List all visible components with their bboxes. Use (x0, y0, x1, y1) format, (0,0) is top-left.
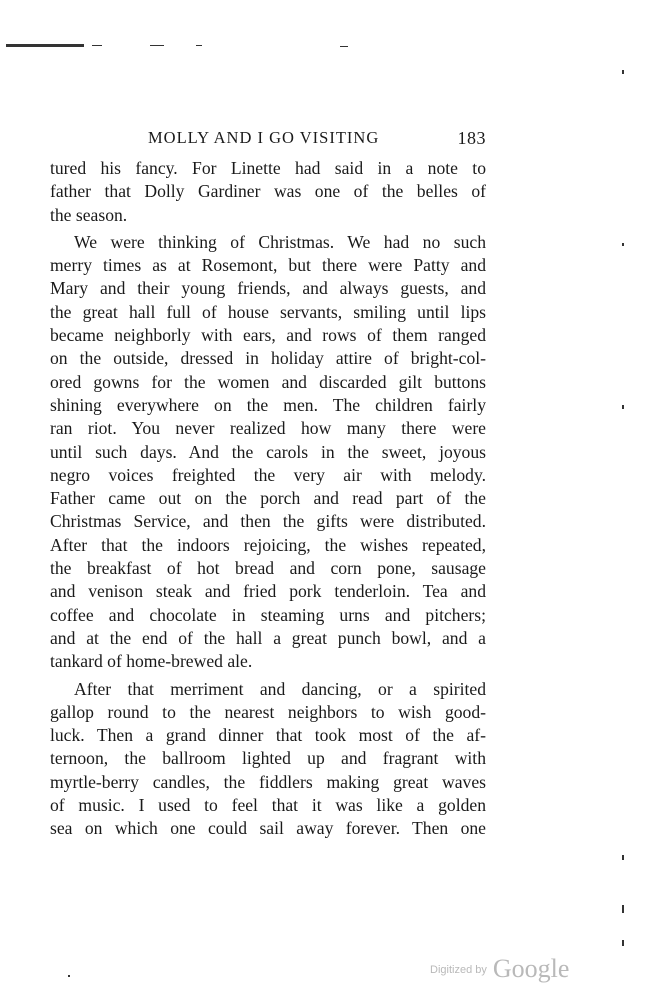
text-line: tankard of home-brewed ale. (50, 651, 253, 672)
scan-artifact-dash (150, 45, 164, 46)
text-line: After that the indoors rejoicing, the wishes repeated, (50, 534, 486, 555)
scan-artifact-dash (340, 46, 348, 47)
text-line: Mary and their young friends, and always guests, and (50, 278, 486, 299)
page-header (50, 128, 486, 154)
text-line: merry times as at Rosemont, but there were Patty and (50, 255, 486, 276)
watermark-prefix: Digitized by (430, 964, 487, 976)
digitized-by-watermark (430, 954, 569, 984)
page-number: 183 (457, 128, 486, 148)
text-line: became neighborly with ears, and rows of them ranged (50, 325, 486, 346)
text-line: ored gowns for the women and discarded gilt buttons (50, 371, 486, 392)
scan-artifact-dot (622, 905, 624, 913)
text-line: and at the end of the hall a great punch bowl, and a (50, 627, 486, 648)
text-line: of music. I used to feel that it was like a golden (50, 795, 486, 816)
scan-artifact-dot (68, 975, 70, 977)
text-line: the season. (50, 204, 128, 225)
body-text (50, 157, 486, 841)
text-line: ternoon, the ballroom lighted up and fragrant with (50, 748, 486, 769)
scan-artifact-top-rule (6, 44, 84, 47)
text-line: the breakfast of hot bread and corn pone, sausage (50, 558, 486, 579)
text-line: sea on which one could sail away forever. Then one (50, 818, 486, 839)
text-line: After that merriment and dancing, or a spirited (74, 678, 486, 699)
text-line: ran riot. You never realized how many there were (50, 418, 486, 439)
scan-artifact-dot (622, 70, 624, 74)
scan-artifact-dash (92, 45, 102, 46)
text-line: Christmas Service, and then the gifts were distributed. (50, 511, 486, 532)
text-line: We were thinking of Christmas. We had no such (74, 231, 486, 252)
scan-artifact-dash (196, 45, 202, 46)
text-line: coffee and chocolate in steaming urns and pitchers; (50, 604, 486, 625)
text-line: luck. Then a grand dinner that took most of the af- (50, 725, 486, 746)
scan-artifact-dot (622, 243, 624, 246)
text-line: gallop round to the nearest neighbors to wish good- (50, 701, 486, 722)
watermark-brand: Google (492, 954, 570, 983)
scan-artifact-dot (622, 940, 624, 946)
text-line: tured his fancy. For Linette had said in a note to (50, 158, 486, 178)
text-line: shining everywhere on the men. The children fairly (50, 394, 486, 415)
scan-artifact-dot (622, 855, 624, 860)
scan-artifact-dot (622, 405, 624, 409)
running-title: MOLLY AND I GO VISITING (148, 128, 380, 147)
text-line: and venison steak and fried pork tenderloin. Tea and (50, 581, 486, 602)
text-line: Father came out on the porch and read part of the (50, 488, 486, 509)
text-line: the great hall full of house servants, smiling until lips (50, 301, 486, 322)
text-line: until such days. And the carols in the sweet, joyous (50, 441, 486, 462)
text-line: on the outside, dressed in holiday attire of bright-col- (50, 348, 486, 369)
text-line: negro voices freighted the very air with melody. (50, 464, 486, 485)
text-line: myrtle-berry candles, the fiddlers making great waves (50, 771, 486, 792)
text-line: father that Dolly Gardiner was one of the belles of (50, 181, 486, 202)
